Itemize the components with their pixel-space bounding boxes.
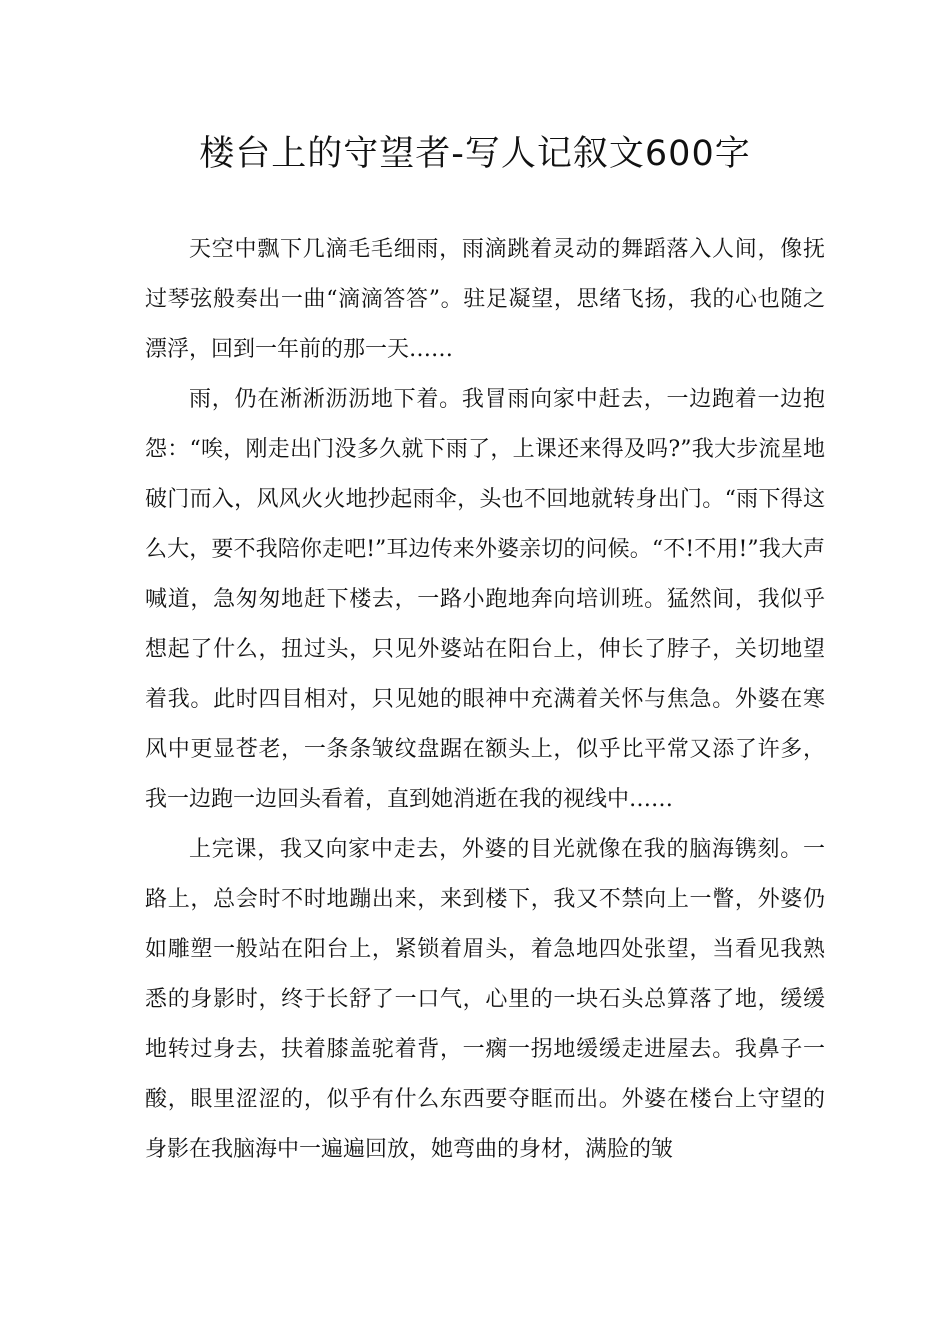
paragraph-2: 雨，仍在淅淅沥沥地下着。我冒雨向家中赶去，一边跑着一边抱怨：“唉，刚走出门没多久就下雨了，上课还来得及吗?”我大步流星地破门而入，风风火火地抄起雨伞，头也不回地就转身出门。“雨下得这么大，要不我陪你走吧!”耳边传来外婆亲切的问候。“不!不用!”我大声喊道，急匆匆地赶下楼去，一路小跑地奔向培训班。猛然间，我似乎想起了什么，扭过头，只见外婆站在阳台上，伸长了脖子，关切地望着我。此时四目相对，只见她的眼神中充满着关怀与焦急。外婆在寒风中更显苍老，一条条皱纹盘踞在额头上，似乎比平常又添了许多，我一边跑一边回头看着，直到她消逝在我的视线中…… <box>145 387 825 812</box>
paragraph-3: 上完课，我又向家中走去，外婆的目光就像在我的脑海镌刻。一路上，总会时不时地蹦出来，来到楼下，我又不禁向上一瞥，外婆仍如雕塑一般站在阳台上，紧锁着眉头，着急地四处张望，当看见我熟悉的身影时，终于长舒了一口气，心里的一块石头总算落了地，缓缓地转过身去，扶着膝盖驼着背，一瘸一拐地缓缓走进屋去。我鼻子一酸，眼里涩涩的，似乎有什么东西要夺眶而出。外婆在楼台上守望的身影在我脑海中一遍遍回放，她弯曲的身材，满脸的皱 <box>145 837 825 1162</box>
document-title: 楼台上的守望者-写人记叙文600字 <box>199 134 751 174</box>
document-body <box>145 225 825 1175</box>
paragraph-1: 天空中飘下几滴毛毛细雨，雨滴跳着灵动的舞蹈落入人间，像抚过琴弦般奏出一曲“滴滴答答”。驻足凝望，思绪飞扬，我的心也随之漂浮，回到一年前的那一天…… <box>145 237 825 362</box>
